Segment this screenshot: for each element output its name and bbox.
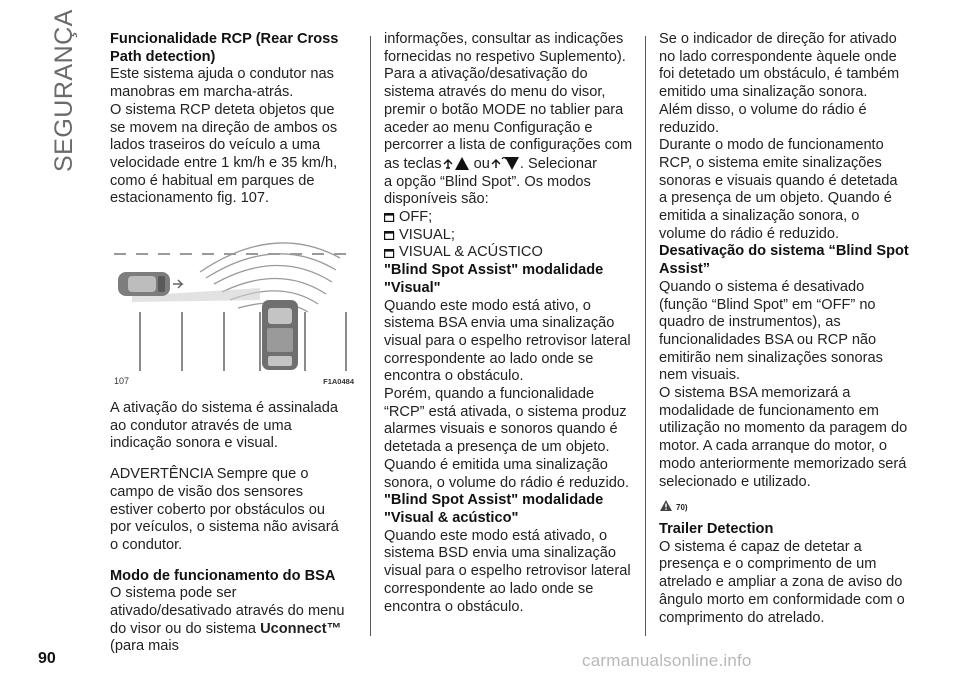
paragraph [384,155,634,174]
warning-paragraph: ADVERTÊNCIA Sempre que o campo de visão dos sensores estiver coberto por obstáculos ou por veículos, o sistema não avisará o condutor. [110,466,339,553]
paragraph: informações, consultar as indicações fornecidas no respetivo Suplemento). Para a ativação/desativação do sistema através do menu do visor, premir o botão MODE no tablier para aceder ao menu Configuração e percorrer a lista de configurações com [384,31,633,154]
paragraph-text: O sistema pode ser ativado/desativado através do menu do visor ou do sistema [110,585,345,637]
paragraph: Além disso, o volume do rádio é reduzido. [659,101,867,136]
column-2 [384,31,634,616]
up-arrow-key-icon [442,155,470,171]
paragraph: O sistema RCP deteta objetos que se movem na direção de ambos os lados traseiros do veículo a uma velocidade entre 1 km/h e 35 km/h, como é habitual em parques de estacionamento fig. 107. [110,101,338,207]
paragraph [110,585,350,656]
warning-reference [659,493,909,517]
heading-trailer-detection: Trailer Detection [659,520,774,537]
section-title-text: SEGURANÇA [50,9,78,172]
paragraph: Quando este modo está ativado, o sistema BSD envia uma sinalização visual para o espelho retrovisor lateral correspondente ao lado onde se encontra o obstáculo. [384,527,631,615]
column-1 [110,31,354,656]
rcp-parking-illustration [110,216,356,391]
paragraph: Porém, quando a funcionalidade “RCP” está ativada, o sistema produz alarmes visuais e sonoros quando é detetada a presença de um objeto. [384,386,627,456]
moving-car-icon [118,272,170,296]
paragraph-text: (para mais [110,638,179,655]
paragraph: Quando é emitida uma sinalização sonora, o volume do rádio é reduzido. [384,456,630,491]
option-visual-acoustic: VISUAL & ACÚSTICO [399,244,543,261]
checkbox-bullet-icon [384,213,395,222]
list-item [384,209,634,227]
paragraph: Este sistema ajuda o condutor nas manobras em marcha-atrás. [110,66,334,101]
page-number: 90 [38,650,56,667]
paragraph: Quando este modo está ativo, o sistema BSA envia uma sinalização visual para o espelho retrovisor lateral correspondente ao lado onde se encontra o obstáculo. [384,297,631,385]
watermark: carmanualsonline.info [582,651,752,670]
paragraph: A ativação do sistema é assinalada ao condutor através de uma indicação sonora e visual. [110,400,338,452]
option-off: OFF; [399,209,433,226]
column-3 [659,31,909,627]
paragraph-text: . Selecionar [519,155,597,172]
uconnect-label: Uconnect™ [260,620,342,637]
warning-ref-number: 70) [676,503,688,513]
figure-caption: 107 [114,376,130,387]
column-divider [370,36,371,636]
column-divider [645,36,646,636]
checkbox-bullet-icon [384,231,395,240]
figure-107 [110,216,356,391]
paragraph: O sistema é capaz de detetar a presença e o comprimento de um atrelado e ampliar a zona de aviso do ângulo morto em conformidade com o comprimento do atrelado. [659,538,905,626]
heading-rcp: Funcionalidade RCP (Rear Cross Path detection) [110,31,339,65]
heading-visual-mode: "Blind Spot Assist" modalidade "Visual" [384,262,604,296]
paragraph: Se o indicador de direção for ativado no lado correspondente àquele onde foi detetado um obstáculo, é também emitido uma sinalização sonora. [659,31,900,101]
checkbox-bullet-icon [384,249,395,258]
paragraph: Durante o modo de funcionamento RCP, o sistema emite sinalizações sonoras e visuais quando é detetada a presença de um objeto. Quando é emitida a sinalização sonora, o volume do rádio é reduzido. [659,137,898,242]
list-item [384,227,634,245]
heading-deactivation: Desativação do sistema “Blind Spot Assist” [659,243,909,278]
list-item [384,244,634,262]
paragraph: O sistema BSA memorizará a modalidade de funcionamento em utilização no momento da paragem do motor. A cada arranque do motor, o modo anteriormente memorizado será selecionado e utilizado. [659,385,908,490]
option-visual: VISUAL; [399,226,455,243]
paragraph: Quando o sistema é desativado (função “Blind Spot” em “OFF” no quadro de instrumentos), as funcionalidades BSA ou RCP não emitirão nem sinalizações sonoras nem visuais. [659,278,883,384]
down-arrow-key-icon [490,155,520,171]
warning-triangle-icon [659,499,673,512]
heading-visual-acoustic-mode: "Blind Spot Assist" modalidade "Visual & acústico" [384,492,604,526]
figure-code: F1A0484 [323,377,354,387]
paragraph: a opção “Blind Spot”. Os modos disponíveis são: [384,173,591,208]
paragraph-text: as teclas [384,155,442,172]
section-title [50,9,78,182]
reversing-car-icon [262,300,298,370]
heading-bsa-mode: Modo de funcionamento do BSA [110,567,336,584]
paragraph-text: ou [473,155,490,172]
